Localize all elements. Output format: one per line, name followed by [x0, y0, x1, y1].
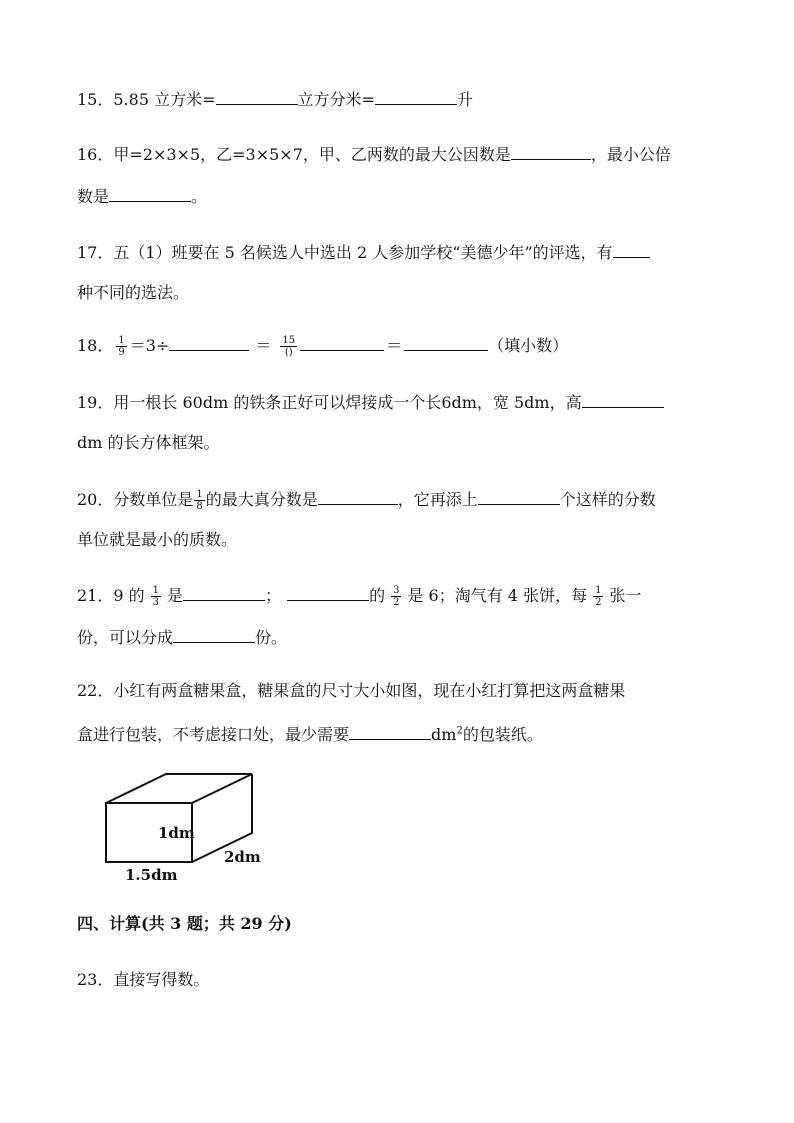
- question-16-cont: [77, 183, 207, 207]
- answer-blank[interactable]: [173, 624, 255, 643]
- width-label: 1.5dm: [125, 866, 178, 884]
- question-21-cont: [77, 624, 287, 648]
- question-text: 甲=2×3×5，乙=3×5×7，甲、乙两数的最大公因数是: [113, 145, 511, 164]
- question-text: 5.85 立方米=: [113, 90, 216, 109]
- fraction: $\frac{15}{()}$: [282, 335, 296, 358]
- question-17-cont: [77, 281, 189, 305]
- question-text: ，它再添上: [397, 490, 478, 509]
- question-number: 22．: [77, 681, 114, 700]
- question-text: 小红有两盒糖果盒，糖果盒的尺寸大小如图，现在小红打算把这两盒糖果: [113, 681, 626, 700]
- question-text: ＝: [386, 336, 403, 355]
- answer-blank[interactable]: [300, 332, 384, 351]
- question-number: 18．: [77, 336, 114, 355]
- question-text: （填小数）: [488, 336, 569, 355]
- answer-blank[interactable]: [582, 389, 664, 408]
- question-text: 是 6；淘气有 4 张饼，每: [407, 586, 588, 605]
- question-number: 20．: [77, 490, 114, 509]
- section-heading: [77, 912, 292, 936]
- question-text: 种不同的选法。: [77, 283, 190, 302]
- question-text: 直接写得数。: [113, 970, 210, 989]
- question-17: [77, 239, 650, 263]
- question-text: ，最小公倍: [590, 145, 671, 164]
- question-text: ；: [265, 586, 282, 605]
- question-number: 15．: [77, 90, 114, 109]
- question-22: [77, 679, 625, 703]
- answer-blank[interactable]: [404, 332, 488, 351]
- question-text: 单位就是最小的质数。: [77, 530, 238, 549]
- answer-blank[interactable]: [318, 486, 398, 505]
- question-text: 的最大真分数是: [205, 490, 318, 509]
- cuboid-figure: [100, 770, 280, 885]
- question-23: [77, 968, 209, 992]
- fraction: $\frac{3}{2}$: [393, 585, 400, 608]
- question-text: 份。: [255, 628, 288, 647]
- question-19: [77, 389, 664, 413]
- answer-blank[interactable]: [511, 141, 591, 160]
- question-text: ＝: [255, 336, 272, 355]
- cuboid-top-face: [106, 774, 252, 803]
- question-text: 的包装纸。: [462, 725, 543, 744]
- answer-blank[interactable]: [109, 183, 191, 202]
- question-text: 立方分米=: [297, 90, 375, 109]
- question-text: ＝3÷: [129, 336, 170, 355]
- answer-blank[interactable]: [216, 86, 298, 105]
- question-15: [77, 86, 473, 110]
- question-number: 19．: [77, 393, 114, 412]
- question-20-cont: [77, 528, 237, 552]
- question-text: 盒进行包装，不考虑接口处，最少需要: [77, 725, 350, 744]
- question-text: 个这样的分数: [559, 490, 656, 509]
- question-text: 升: [456, 90, 473, 109]
- question-number: 23．: [77, 970, 114, 989]
- question-text: 是: [167, 586, 184, 605]
- question-text: 分数单位是: [113, 490, 194, 509]
- question-text: 9 的: [113, 586, 145, 605]
- question-text: 数是: [77, 187, 110, 206]
- unit-text: dm: [431, 725, 457, 744]
- answer-blank[interactable]: [375, 86, 457, 105]
- question-20: [77, 486, 656, 510]
- question-22-cont: [77, 721, 543, 745]
- answer-blank[interactable]: [183, 582, 265, 601]
- fraction: $\frac{1}{2}$: [595, 585, 602, 608]
- section-title: 四、计算(共 3 题；共 29 分): [77, 914, 292, 933]
- fraction: $\frac{1}{9}$: [118, 335, 125, 358]
- question-text: 用一根长 60dm 的铁条正好可以焊接成一个长6dm，宽 5dm，高: [113, 393, 582, 412]
- answer-blank[interactable]: [613, 239, 650, 258]
- depth-label: 2dm: [224, 848, 261, 866]
- fraction: $\frac{1}{3}$: [152, 585, 160, 608]
- question-19-cont: [77, 431, 220, 455]
- fraction: $\frac{1}{8}$: [196, 489, 203, 512]
- answer-blank[interactable]: [478, 486, 560, 505]
- answer-blank[interactable]: [169, 332, 249, 351]
- question-text: 。: [191, 187, 208, 206]
- question-text: 的: [369, 586, 386, 605]
- question-number: 17．: [77, 243, 114, 262]
- question-16: [77, 141, 671, 165]
- question-text: dm 的长方体框架。: [77, 433, 220, 452]
- question-number: 21．: [77, 586, 114, 605]
- question-text: 份，可以分成: [77, 628, 174, 647]
- question-text: 张一: [609, 586, 642, 605]
- answer-blank[interactable]: [349, 721, 431, 740]
- superscript: 2: [456, 725, 463, 737]
- question-text: 五（1）班要在 5 名候选人中选出 2 人参加学校“美德少年”的评选，有: [113, 243, 613, 262]
- answer-blank[interactable]: [287, 582, 369, 601]
- question-21: [77, 582, 641, 606]
- question-18: [77, 332, 568, 356]
- height-label: 1dm: [158, 824, 195, 842]
- question-number: 16．: [77, 145, 114, 164]
